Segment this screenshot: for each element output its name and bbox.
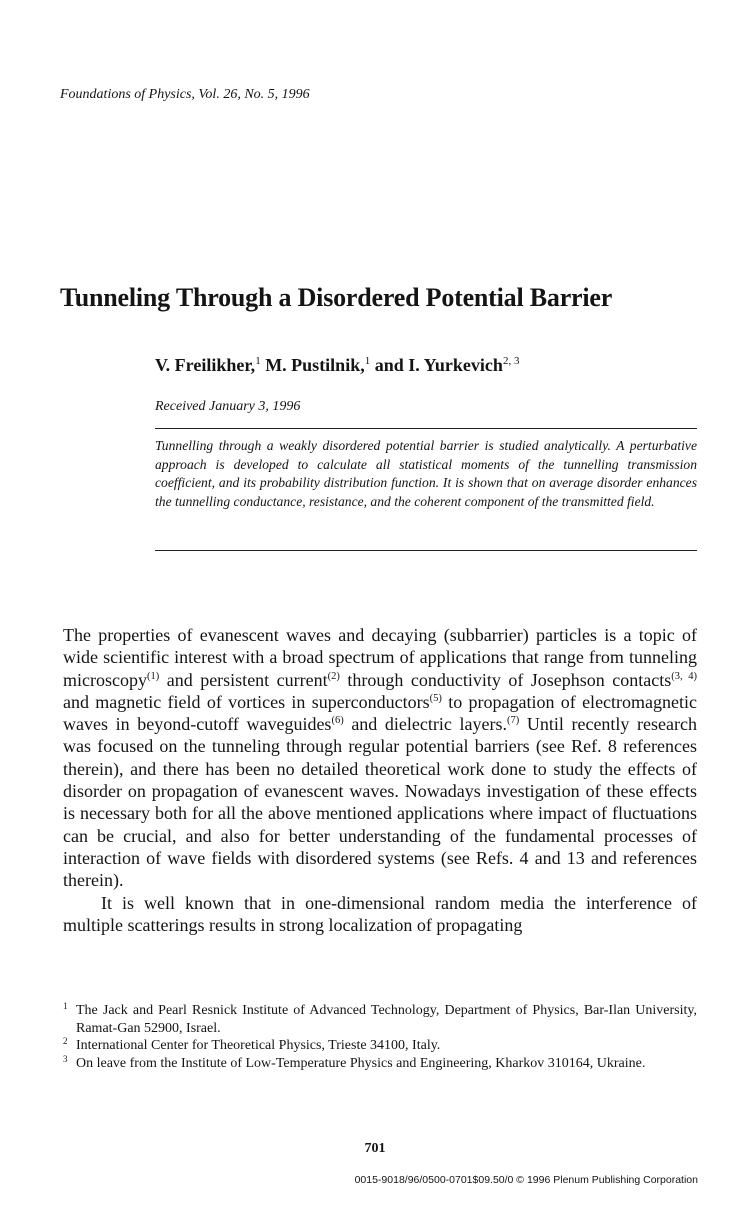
footnotes — [63, 1002, 697, 1072]
paper-title: Tunneling Through a Disordered Potential Barrier — [60, 283, 613, 312]
citation-ref: (7) — [506, 715, 520, 727]
body-paragraph: It is well known that in one-dimensional random media the interference of multiple scatterings results in strong localization of propagating — [63, 892, 697, 935]
footnote-mark: 2 — [63, 1036, 68, 1046]
received-date: Received January 3, 1996 — [155, 399, 301, 414]
citation-ref: (1) — [146, 670, 160, 682]
footnote-mark: 1 — [63, 1001, 68, 1011]
abstract-bottom-rule — [155, 550, 697, 551]
footnote: 2 International Center for Theoretical Physics, Trieste 34100, Italy. — [63, 1037, 697, 1055]
footnote-mark: 3 — [63, 1053, 68, 1064]
author-list — [155, 355, 519, 376]
journal-citation: Foundations of Physics, Vol. 26, No. 5, 1996 — [60, 87, 310, 102]
citation-ref: (5) — [429, 692, 442, 704]
page-number: 701 — [364, 1141, 386, 1156]
author-name: V. Freilikher, — [155, 355, 256, 375]
citation-ref: (3, 4) — [671, 670, 697, 682]
author-name: and I. Yurkevich — [374, 355, 503, 375]
abstract: Tunnelling through a weakly disordered potential barrier is studied analytically. A perturbative approach is developed to calculate all statistical moments of the tunnelling transmission coefficient, and its probability distribution function. It is shown that on average disorder enhances the tunnelling conductance, resistance, and the coherent component of the transmitted field. — [155, 438, 697, 509]
citation-ref: (6) — [331, 715, 344, 727]
affiliation-mark: 1 — [364, 355, 371, 367]
footnote: 3 On leave from the Institute of Low-Temperature Physics and Engineering, Kharkov 310164, Ukraine. — [63, 1055, 697, 1073]
body-paragraph: The properties of evanescent waves and decaying (subbarrier) particles is a topic of wide scientific interest with a broad spectrum of applications that range from tunneling microscopy$^{(1)}$ and persistent current$^{(2)}$ through conductivity of Josephson contacts$^{(3, 4)}$ and magnetic field of vortices in superconductors$^{(5)}$ to propagation of electromagnetic waves in beyond-cutoff waveguides$^{(6)}$ and dielectric layers.$^{(7)}$ Until recently research was focused on the tunneling through regular potential barriers (see Ref. 8 references therein), and there has been no detailed theoretical work done to study the effects of disorder on propagation of evanescent waves. Nowadays investigation of these effects is necessary both for all the above mentioned applications where impact of fluctuations can be crucial, and also for better understanding of the fundamental processes of interaction of wave fields with disordered systems (see Refs. 4 and 13 and references therein). — [63, 625, 698, 891]
citation-ref: (2) — [327, 670, 340, 682]
abstract-top-rule — [155, 428, 697, 429]
affiliation-mark: 2, 3 — [502, 355, 520, 367]
author-name: M. Pustilnik, — [265, 355, 365, 375]
copyright-line: 0015-9018/96/0500-0701$09.50/0 © 1996 Plenum Publishing Corporation — [354, 1174, 698, 1186]
body-text — [63, 624, 697, 936]
footnote: 1 The Jack and Pearl Resnick Institute of Advanced Technology, Department of Physics, Bar-Ilan University, Ramat-Gan 52900, Israel. — [63, 1002, 697, 1037]
affiliation-mark: 1 — [255, 355, 261, 367]
